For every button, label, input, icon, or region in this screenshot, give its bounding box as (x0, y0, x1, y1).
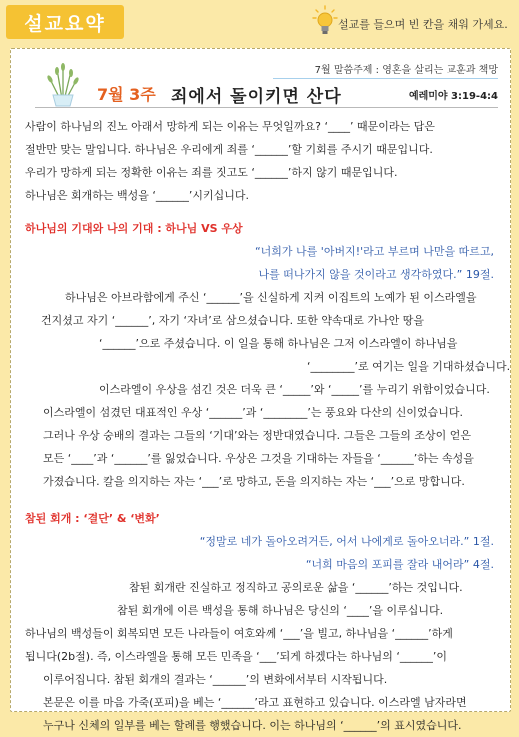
paragraph-line: 이스라엘이 섬겼던 대표적인 우상 ‘______’과 ‘________’는 풍요와 다산의 신이었습니다. (43, 406, 463, 419)
title-divider (35, 107, 498, 108)
wheat-plant-icon (39, 59, 87, 107)
intro-line: 우리가 망하게 되는 정확한 이유는 죄를 짓고도 ‘______’하지 않기 때문입니다. (25, 166, 398, 179)
paragraph-line: ‘______’으로 주셨습니다. 이 일을 통해 하나님은 그저 이스라엘이 하나님을 (99, 337, 458, 350)
paragraph-line: 가졌습니다. 칼을 의지하는 자는 ‘___’로 망하고, 돈을 의지하는 자는 ‘___’으로 망합니다. (43, 475, 465, 488)
paragraph-line: 됩니다(2b절). 즉, 이스라엘을 통해 모든 민족을 ‘___’되게 하겠다는 하나님의 ‘______’이 (25, 650, 448, 663)
paragraph-line: 그러나 우상 숭배의 결과는 그들의 ‘기대’와는 정반대였습니다. 그들은 그들의 조상이 얻은 (43, 429, 471, 442)
theme-underline (273, 78, 498, 79)
paragraph-line: 본문은 이를 마음 가죽(포피)을 베는 ‘______’라고 표현하고 있습니다. 이스라엘 남자라면 (43, 696, 467, 709)
header-tab-label: 설교요약 (24, 12, 106, 35)
scripture-quote: “정말로 네가 돌아오려거든, 어서 나에게로 돌아오너라.” 1절. (199, 535, 494, 548)
intro-line: 사람이 하나님의 진노 아래서 망하게 되는 이유는 무엇일까요? ‘____’ 때문이라는 답은 (25, 120, 435, 133)
paragraph-line: 하나님의 백성들이 회복되면 모든 나라들이 여호와께 ‘___’을 빌고, 하나님을 ‘______’하게 (25, 627, 453, 640)
lightbulb-icon (312, 5, 338, 39)
paragraph-line: ‘________’로 여기는 일을 기대하셨습니다. (307, 360, 511, 373)
sermon-card (10, 48, 511, 732)
sermon-body (25, 115, 511, 737)
paragraph-line: 하나님은 아브라함에게 주신 ‘______’을 신실하게 지켜 이집트의 노예가 된 이스라엘을 (65, 291, 477, 304)
paragraph-line: 이스라엘이 우상을 섬긴 것은 더욱 큰 ‘_____’와 ‘_____’를 누리기 위함이었습니다. (99, 383, 490, 396)
scripture-quote: “너희 마음의 포피를 잘라 내어라” 4절. (305, 558, 494, 571)
sermon-title: 죄에서 돌이키면 산다 (171, 87, 342, 107)
scripture-quote: 나를 떠나가지 않을 것이라고 생각하였다.” 19절. (258, 268, 494, 281)
paragraph-line: 참된 회개에 이른 백성을 통해 하나님은 당신의 ‘____’을 이루십니다. (117, 604, 444, 617)
header-tab (6, 5, 124, 39)
section-heading: 하나님의 기대와 나의 기대 : 하나님 VS 우상 (25, 222, 243, 235)
intro-line: 하나님은 회개하는 백성을 ‘______’시키십니다. (25, 189, 249, 202)
paragraph-line: 이루어집니다. 참된 회개의 결과는 ‘______’의 변화에서부터 시작됩니다. (43, 673, 388, 686)
paragraph-line: 참된 회개란 진실하고 정직하고 공의로운 삶을 ‘______’하는 것입니다. (129, 581, 463, 594)
paragraph-line: 모든 ‘____’과 ‘______’를 잃었습니다. 우상은 그것을 기대하는 자들을 ‘______’하는 속성을 (43, 452, 474, 465)
sermon-week: 7월 3주 (97, 85, 156, 104)
instruction-tagline: 설교를 들으며 빈 칸을 채워 가세요. (338, 18, 508, 31)
scripture-reference: 예레미야 3:19-4:4 (408, 91, 498, 102)
section-heading: 참된 회개 : ‘결단’ & ‘변화’ (25, 512, 160, 525)
paragraph-line: 누구나 신체의 일부를 베는 할례를 행했습니다. 이는 하나님의 ‘______’의 표시였습니다. (43, 719, 462, 732)
scripture-quote: “너희가 나를 '아버지!'라고 부르며 나만을 따르고, (254, 245, 494, 258)
paragraph-line: 건지셨고 자기 ‘______’, 자기 ‘자녀’로 삼으셨습니다. 또한 약속대로 가나안 땅을 (41, 314, 424, 327)
monthly-theme: 7월 말씀주제 : 영혼을 살리는 교훈과 책망 (314, 65, 498, 76)
intro-line: 절반만 맞는 말입니다. 하나님은 우리에게 죄를 ‘______’할 기회를 주시기 때문입니다. (25, 143, 433, 156)
